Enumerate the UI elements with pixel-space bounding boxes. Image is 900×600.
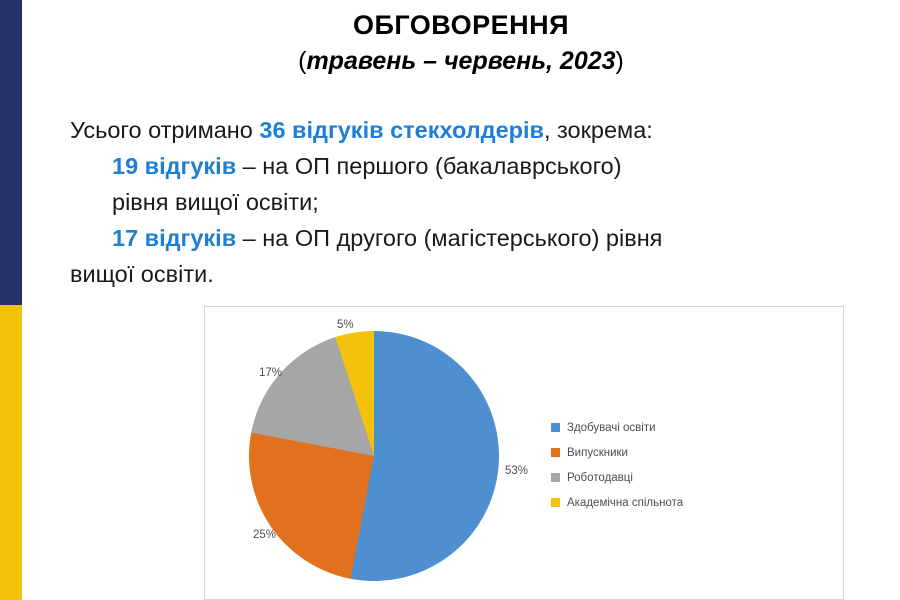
body-line-2-accent: 19 відгуків [112, 153, 237, 179]
legend-item-3 [551, 490, 831, 515]
pie-label-3: 5% [337, 319, 354, 331]
title-block [22, 8, 900, 78]
page-title: ОБГОВОРЕННЯ [352, 10, 570, 40]
body-line-3: рівня вищої освіти; [112, 189, 319, 215]
body-line-4-rest: – на ОП другого (магістерського) рівня [236, 225, 663, 251]
body-line-1-prefix: Усього отримано [70, 117, 260, 143]
body-line-1-accent: 36 відгуків стекхолдерів [259, 117, 544, 143]
body-line-1 [70, 112, 880, 148]
pie-chart [204, 306, 844, 600]
legend-label-2: Роботодавці [567, 471, 633, 484]
legend-swatch-icon [551, 498, 560, 507]
pie-label-2: 17% [259, 367, 283, 379]
page-subtitle [22, 44, 900, 78]
legend-label-3: Академічна спільнота [567, 496, 684, 509]
body-line-2 [70, 148, 880, 184]
legend-item-0 [551, 415, 831, 440]
pie-label-0: 53% [505, 465, 529, 477]
legend-label-1: Випускники [567, 446, 628, 459]
left-accent-bar [0, 0, 22, 600]
body-line-2-rest: – на ОП першого (бакалаврського) [236, 153, 622, 179]
legend-item-1 [551, 440, 831, 465]
subtitle-close-paren: ) [615, 47, 624, 75]
left-accent-bar-yellow [0, 305, 22, 600]
legend-swatch-icon [551, 423, 560, 432]
body-line-5: вищої освіти. [70, 261, 214, 287]
legend-item-2 [551, 465, 831, 490]
legend-swatch-icon [551, 448, 560, 457]
pie-graphic [249, 331, 499, 581]
body-line-1-suffix: , зокрема: [543, 117, 653, 143]
legend-label-0: Здобувачі освіти [567, 421, 656, 434]
subtitle-open-paren: ( [298, 47, 307, 75]
subtitle-period: травень – червень, 2023 [306, 47, 616, 75]
legend-swatch-icon [551, 473, 560, 482]
body-text [70, 112, 880, 292]
body-line-4 [70, 220, 880, 256]
chart-legend [551, 415, 831, 515]
body-line-4-accent: 17 відгуків [112, 225, 237, 251]
left-accent-bar-blue [0, 0, 22, 305]
pie-slices [249, 331, 499, 581]
pie-label-1: 25% [253, 529, 277, 541]
